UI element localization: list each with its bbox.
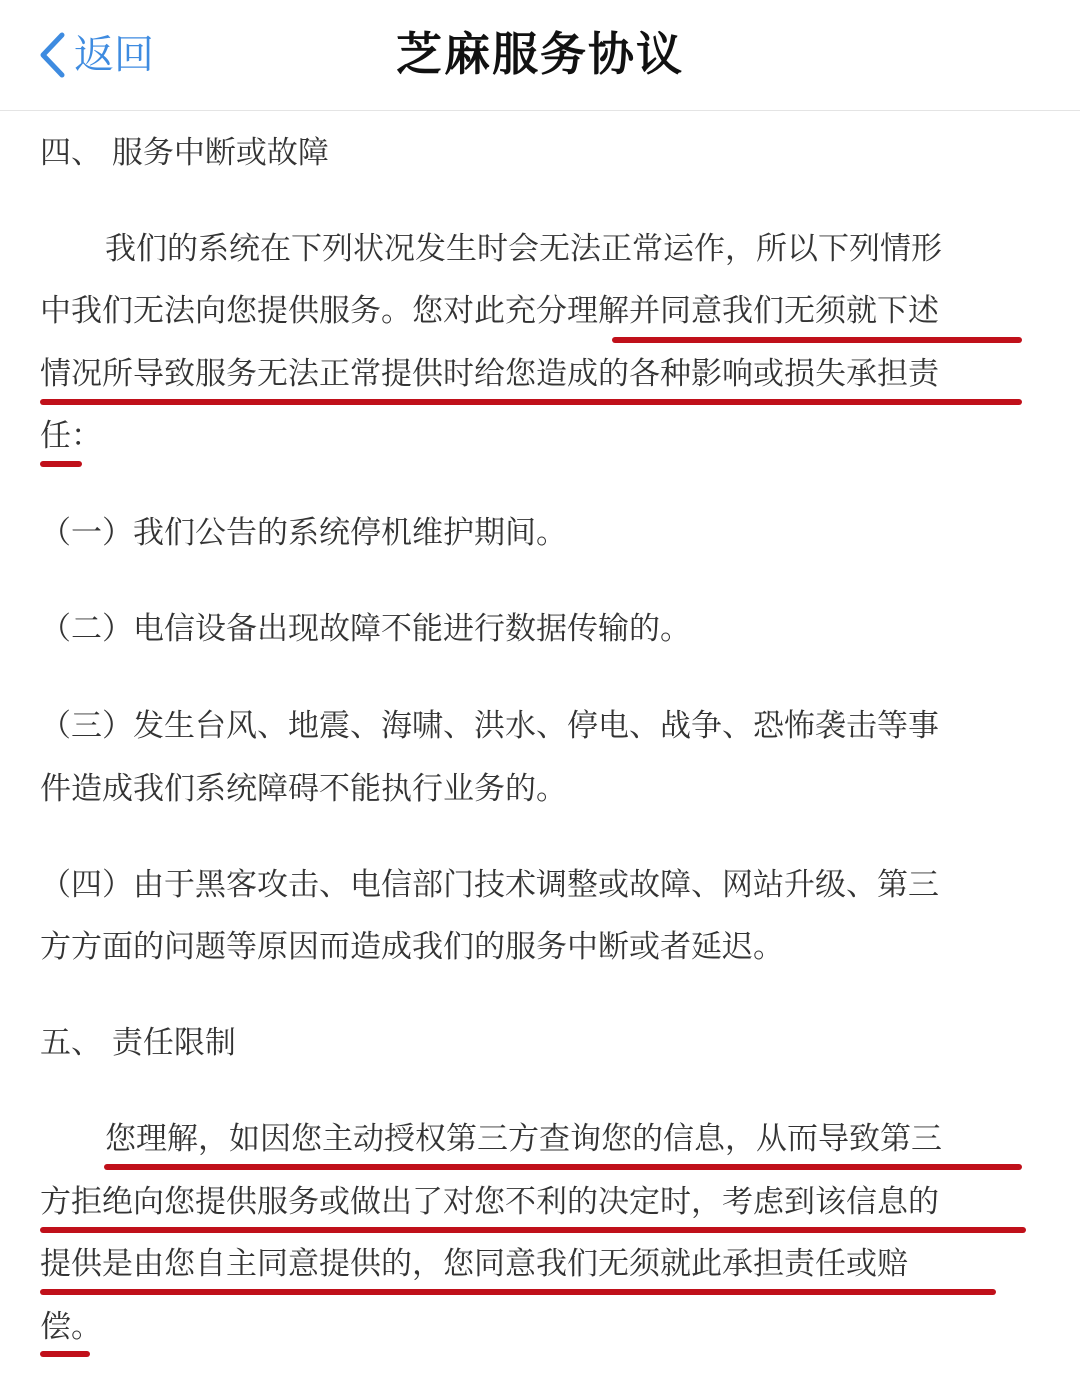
highlight-underline — [40, 461, 82, 467]
highlight-underline — [40, 1227, 1026, 1233]
highlight-underline — [612, 337, 1022, 343]
list-item: （二）电信设备出现故障不能进行数据传输的。 — [40, 611, 691, 647]
agreement-content — [0, 111, 1080, 1384]
paragraph-line: 任： — [40, 418, 102, 454]
highlight-underline — [40, 1351, 90, 1357]
section-heading-4: 四、 服务中断或故障 — [40, 135, 329, 171]
list-item: 件造成我们系统障碍不能执行业务的。 — [40, 771, 567, 807]
navigation-bar — [0, 0, 1080, 111]
paragraph-line: 偿。 — [40, 1309, 102, 1345]
back-label: 返回 — [74, 32, 154, 78]
paragraph-line: 情况所导致服务无法正常提供时给您造成的各种影响或损失承担责 — [40, 356, 939, 392]
list-item: （一）我们公告的系统停机维护期间。 — [40, 515, 567, 551]
paragraph-line: 方拒绝向您提供服务或做出了对您不利的决定时，考虑到该信息的 — [40, 1184, 939, 1220]
section-heading-5: 五、 责任限制 — [40, 1025, 236, 1061]
paragraph-line: 中我们无法向您提供服务。您对此充分理解并同意我们无须就下述 — [40, 293, 939, 329]
list-item: （四）由于黑客攻击、电信部门技术调整或故障、网站升级、第三 — [40, 867, 939, 903]
page-title: 芝麻服务协议 — [396, 27, 684, 81]
paragraph-line: 您理解，如因您主动授权第三方查询您的信息，从而导致第三 — [105, 1121, 942, 1157]
highlight-underline — [104, 1164, 1022, 1170]
highlight-underline — [40, 399, 1022, 405]
list-item: （三）发生台风、地震、海啸、洪水、停电、战争、恐怖袭击等事 — [40, 708, 939, 744]
list-item: 方方面的问题等原因而造成我们的服务中断或者延迟。 — [40, 929, 784, 965]
highlight-underline — [40, 1289, 996, 1295]
paragraph-line: 我们的系统在下列状况发生时会无法正常运作，所以下列情形 — [105, 231, 942, 267]
paragraph-line: 提供是由您自主同意提供的，您同意我们无须就此承担责任或赔 — [40, 1246, 908, 1282]
